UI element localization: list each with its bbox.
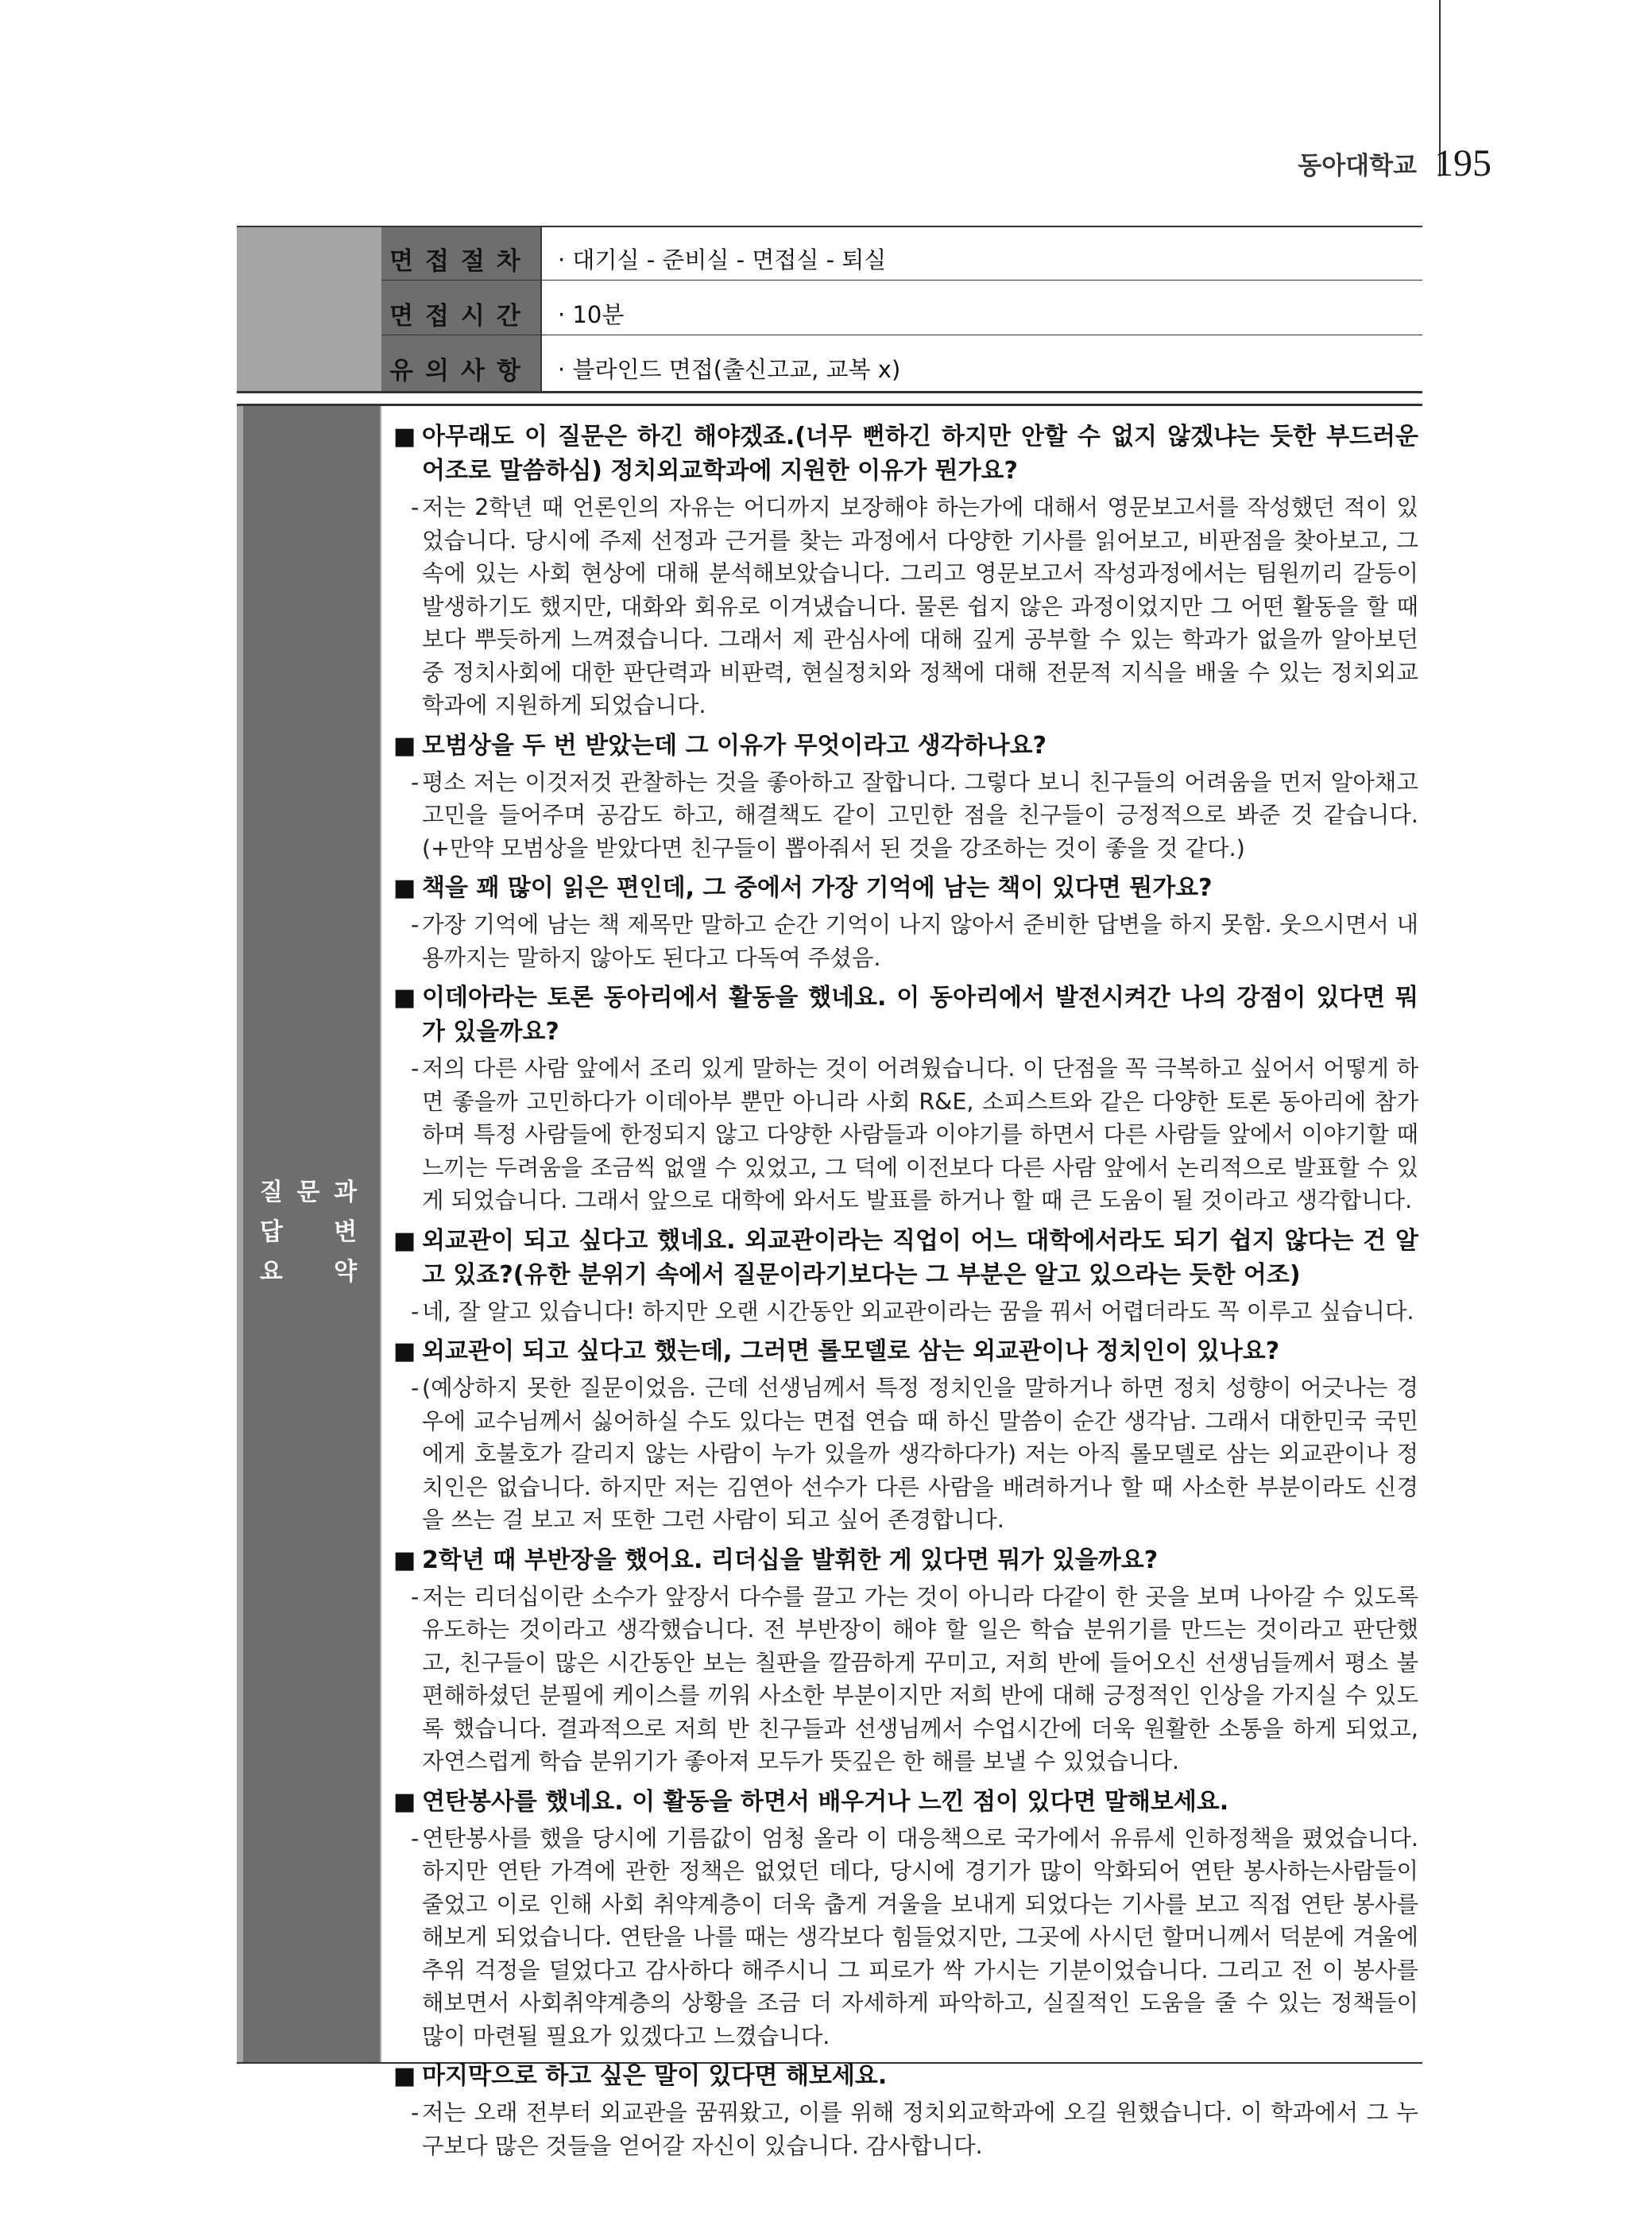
qa-content xyxy=(393,413,1418,2162)
answer-text: 네, 잘 알고 있습니다! 하지만 오랜 시간동안 외교관이라는 꿈을 꿔서 어렵더라도 꼭 이루고 싶습니다. xyxy=(422,1298,1414,1325)
side-label-char xyxy=(290,1212,327,1247)
side-label-char: 문 xyxy=(296,1178,320,1206)
answer xyxy=(393,1295,1418,1329)
page-number: 195 xyxy=(1434,142,1491,184)
square-bullet-icon: ■ xyxy=(393,2062,416,2090)
dash-bullet-icon: - xyxy=(411,494,420,520)
dash-bullet-icon: - xyxy=(411,768,420,795)
info-label-notes: 유의사항 xyxy=(389,357,532,385)
square-bullet-icon: ■ xyxy=(393,874,416,902)
info-label-procedure: 면접절차 xyxy=(389,247,532,276)
side-label-char: 변 xyxy=(334,1218,358,1246)
info-table-divider xyxy=(540,226,542,392)
side-label-char: 약 xyxy=(334,1258,358,1286)
answer-text: 저의 다른 사람 앞에서 조리 있게 말하는 것이 어려웠습니다. 이 단점을 꼭 극복하고 싶어서 어떻게 하면 좋을까 고민하다가 이데아부 뿐만 아니라 사회 R&E, 소피스트와 같은 다양한 토론 동아리에 참가하며 특정 사람들에 한정되지 않고 다양한 사람들과 이야기를 하면서 다른 사람들 앞에서 이야기할 때 느끼는 두려움을 조금씩 없앨 수 있었고, 그 덕에 이전보다 다른 사람 앞에서 논리적으로 발표할 수 있게 되었습니다. 그래서 앞으로 대학에 와서도 발표를 하거나 할 때 큰 도움이 될 것이라고 생각합니다. xyxy=(422,1055,1418,1213)
page-header xyxy=(1298,141,1491,185)
square-bullet-icon: ■ xyxy=(393,984,416,1012)
dash-bullet-icon: - xyxy=(411,911,420,938)
qa-section-label xyxy=(253,1172,364,1287)
dash-bullet-icon: - xyxy=(411,1583,420,1610)
dash-bullet-icon: - xyxy=(411,1298,420,1325)
info-label-time: 면접시간 xyxy=(389,302,532,331)
square-bullet-icon: ■ xyxy=(393,1546,416,1574)
question xyxy=(393,1334,1418,1368)
answer xyxy=(393,766,1418,865)
answer-text: 평소 저는 이것저것 관찰하는 것을 좋아하고 잘합니다. 그렇다 보니 친구들의 어려움을 먼저 알아채고 고민을 들어주며 공감도 하고, 해결책도 같이 고민한 점을 친구들이 긍정적으로 봐준 것 같습니다. (+만약 모범상을 받았다면 친구들이 뽑아줘서 된 것을 강조하는 것이 좋을 것 같다.) xyxy=(422,768,1418,861)
answer-text: 가장 기억에 남는 책 제목만 말하고 순간 기억이 나지 않아서 준비한 답변을 하지 못함. 웃으시면서 내용까지는 말하지 않아도 된다고 다독여 주셨음. xyxy=(422,911,1418,971)
info-table-row-divider xyxy=(381,280,1422,281)
dash-bullet-icon: - xyxy=(411,2099,420,2126)
side-label-char: 답 xyxy=(259,1218,283,1246)
answer xyxy=(393,1581,1418,1778)
answer xyxy=(393,1372,1418,1537)
square-bullet-icon: ■ xyxy=(393,1226,416,1255)
info-table-side-gray xyxy=(237,226,381,392)
answer xyxy=(393,1052,1418,1217)
question-text: 연탄봉사를 했네요. 이 활동을 하면서 배우거나 느낀 점이 있다면 말해보세요. xyxy=(422,1787,1229,1816)
question-text: 아무래도 이 질문은 하긴 해야겠죠.(너무 뻔하긴 하지만 안할 수 없지 않겠냐는 듯한 부드러운 어조로 말씀하심) 정치외교학과에 지원한 이유가 뭔가요? xyxy=(422,423,1418,485)
answer xyxy=(393,2096,1418,2162)
side-label-char: 질 xyxy=(259,1178,283,1206)
square-bullet-icon: ■ xyxy=(393,423,416,451)
answer xyxy=(393,1822,1418,2053)
square-bullet-icon: ■ xyxy=(393,1787,416,1816)
question xyxy=(393,1224,1418,1292)
question xyxy=(393,1785,1418,1819)
dash-bullet-icon: - xyxy=(411,1825,420,1852)
answer xyxy=(393,908,1418,974)
question-text: 모범상을 두 번 받았는데 그 이유가 무엇이라고 생각하나요? xyxy=(422,731,1047,760)
question xyxy=(393,420,1418,488)
answer-text: 저는 오래 전부터 외교관을 꿈꿔왔고, 이를 위해 정치외교학과에 오길 원했습니다. 이 학과에서 그 누구보다 많은 것들을 얻어갈 자신이 있습니다. 감사합니다. xyxy=(422,2099,1418,2159)
info-value-notes: · 블라인드 면접(출신고교, 교복 x) xyxy=(558,356,901,383)
side-label-char xyxy=(290,1252,327,1287)
square-bullet-icon: ■ xyxy=(393,1337,416,1365)
dash-bullet-icon: - xyxy=(411,1375,420,1401)
info-table-top-border xyxy=(237,226,1422,227)
answer-text: 저는 리더십이란 소수가 앞장서 다수를 끌고 가는 것이 아니라 다같이 한 곳을 보며 나아갈 수 있도록 유도하는 것이라고 생각했습니다. 전 부반장이 해야 할 일은 학습 분위기를 만드는 것이라고 판단했고, 친구들이 많은 시간동안 보는 칠판을 깔끔하게 꾸미고, 저희 반에 들어오신 선생님들께서 평소 불편해하셨던 분필에 케이스를 끼워 사소한 부분이지만 저희 반에 대해 긍정적인 인상을 가지실 수 있도록 했습니다. 결과적으로 저희 반 친구들과 선생님께서 수업시간에 더욱 원활한 소통을 하게 되었고, 자연스럽게 학습 분위기가 좋아져 모두가 뜻깊은 한 해를 보낼 수 있었습니다. xyxy=(422,1583,1418,1774)
qa-section-top-border xyxy=(237,404,1422,406)
question-text: 이데아라는 토론 동아리에서 활동을 했네요. 이 동아리에서 발전시켜간 나의 강점이 있다면 뭐가 있을까요? xyxy=(422,984,1418,1046)
square-bullet-icon: ■ xyxy=(393,731,416,760)
answer xyxy=(393,491,1418,722)
info-value-procedure: · 대기실 - 준비실 - 면접실 - 퇴실 xyxy=(558,246,887,273)
side-label-char: 요 xyxy=(259,1258,283,1286)
dash-bullet-icon: - xyxy=(411,1055,420,1082)
answer-text: (예상하지 못한 질문이었음. 근데 선생님께서 특정 정치인을 말하거나 하면 정치 성향이 어긋나는 경우에 교수님께서 싫어하실 수도 있다는 면접 연습 때 하신 말씀이 순간 생각남. 그래서 대한민국 국민에게 호불호가 갈리지 않는 사람이 누가 있을까 생각하다가) 저는 아직 롤모델로 삼는 외교관이나 정치인은 없습니다. 하지만 저는 김연아 선수가 다른 사람을 배려하거나 할 때 사소한 부분이라도 신경을 쓰는 걸 보고 저 또한 그런 사람이 되고 싶어 존경합니다. xyxy=(422,1375,1418,1533)
university-name: 동아대학교 xyxy=(1298,152,1417,180)
question xyxy=(393,1543,1418,1577)
info-table-bottom-border xyxy=(237,391,1422,393)
answer-text: 저는 2학년 때 언론인의 자유는 어디까지 보장해야 하는가에 대해서 영문보고서를 작성했던 적이 있었습니다. 당시에 주제 선정과 근거를 찾는 과정에서 다양한 기사를 읽어보고, 비판점을 찾아보고, 그 속에 있는 사회 현상에 대해 분석해보았습니다. 그리고 영문보고서 작성과정에서는 팀원끼리 갈등이 발생하기도 했지만, 대화와 회유로 이겨냈습니다. 물론 쉽지 않은 과정이었지만 그 어떤 활동을 할 때보다 뿌듯하게 느껴졌습니다. 그래서 제 관심사에 대해 깊게 공부할 수 있는 학과가 없을까 알아보던 중 정치사회에 대한 판단력과 비판력, 현실정치와 정책에 대해 전문적 지식을 배울 수 있는 정치외교학과에 지원하게 되었습니다. xyxy=(422,494,1418,718)
side-label-char: 과 xyxy=(334,1178,358,1206)
question xyxy=(393,2059,1418,2093)
info-value-time: · 10분 xyxy=(558,301,625,328)
question-text: 외교관이 되고 싶다고 했네요. 외교관이라는 직업이 어느 대학에서라도 되기 쉽지 않다는 건 알고 있죠?(유한 분위기 속에서 질문이라기보다는 그 부분은 알고 있으라는 듯한 어조) xyxy=(422,1226,1418,1289)
question-text: 책을 꽤 많이 읽은 편인데, 그 중에서 가장 기억에 남는 책이 있다면 뭔가요? xyxy=(422,874,1213,902)
question xyxy=(393,871,1418,905)
answer-text: 연탄봉사를 했을 당시에 기름값이 엄청 올라 이 대응책으로 국가에서 유류세 인하정책을 폈었습니다. 하지만 연탄 가격에 관한 정책은 없었던 데다, 당시에 경기가 많이 악화되어 연탄 봉사하는사람들이 줄었고 이로 인해 사회 취약계층이 더욱 춥게 겨울을 보내게 되었다는 기사를 보고 직접 연탄 봉사를 해보게 되었습니다. 연탄을 나를 때는 생각보다 힘들었지만, 그곳에 사시던 할머니께서 덕분에 겨울에 추위 걱정을 덜었다고 감사하다 해주시니 그 피로가 싹 가시는 기분이었습니다. 그리고 전 이 봉사를 해보면서 사회취약계층의 상황을 조금 더 자세하게 파악하고, 실질적인 도움을 줄 수 있는 정책들이 많이 마련될 필요가 있겠다고 느꼈습니다. xyxy=(422,1825,1418,2049)
question-text: 마지막으로 하고 싶은 말이 있다면 해보세요. xyxy=(422,2062,888,2090)
question xyxy=(393,729,1418,763)
question xyxy=(393,981,1418,1049)
question-text: 2학년 때 부반장을 했어요. 리더십을 발휘한 게 있다면 뭐가 있을까요? xyxy=(422,1546,1159,1574)
question-text: 외교관이 되고 싶다고 했는데, 그러면 롤모델로 삼는 외교관이나 정치인이 있나요? xyxy=(422,1337,1280,1365)
